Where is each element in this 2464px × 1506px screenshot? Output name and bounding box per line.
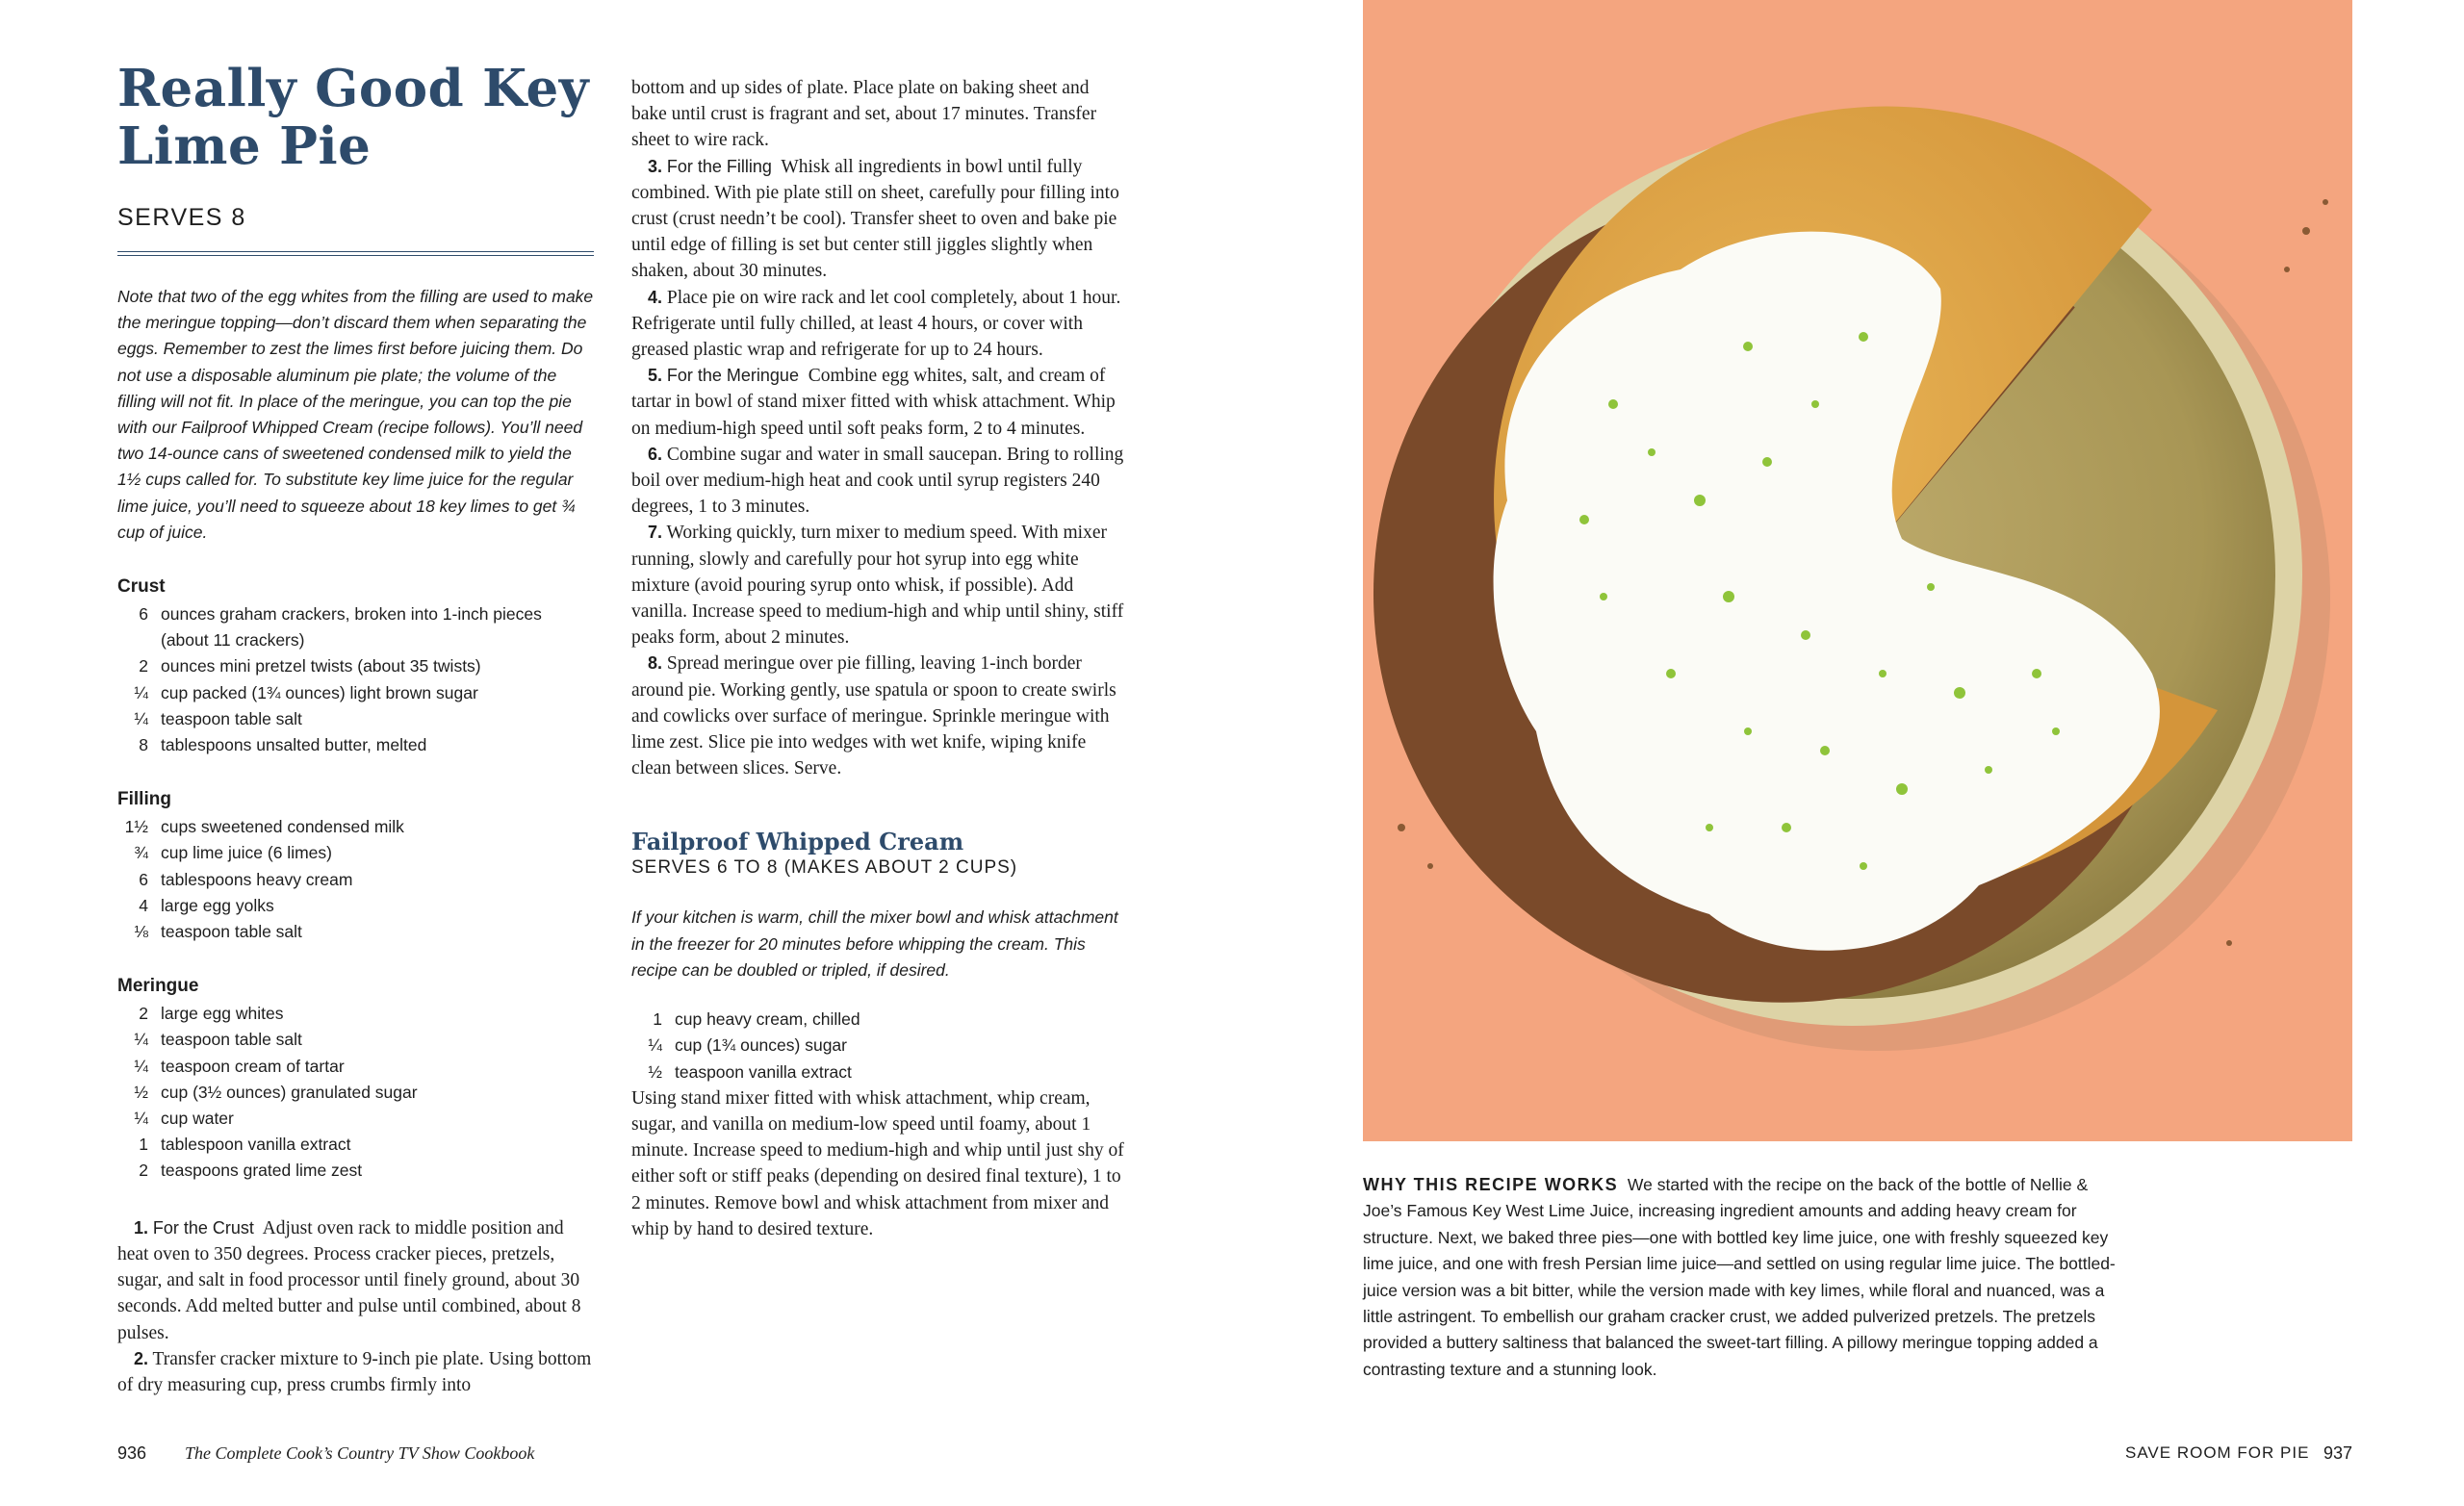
key-lime-pie-photo xyxy=(1363,0,2352,1141)
ingredient-text: tablespoon vanilla extract xyxy=(161,1135,351,1155)
ingredient-text: tablespoons unsalted butter, melted xyxy=(161,735,427,755)
filling-heading: Filling xyxy=(117,789,171,810)
ingredient-qty: 1 xyxy=(653,1009,662,1030)
recipe-middle-column xyxy=(631,75,1124,1242)
step-label: For the Meringue xyxy=(666,366,799,386)
ingredient-item xyxy=(117,653,594,679)
ingredient-text: teaspoon cream of tartar xyxy=(161,1056,345,1076)
step-number: 2. xyxy=(134,1348,149,1368)
why-text: We started with the recipe on the back of the bottle of Nellie & Joe’s Famous Key West Lime Juice, increasing ingredient amounts and adding heavy cream for structure. Next, we baked three pies—one with bottled key lime juice, one with freshly squeezed key lime juice, and one with fresh Persian lime juice—and settled on using regular lime juice. The bottled-juice version was a bit bitter, while the version made with key limes, while floral and nuanced, was a little astringent. To embellish our graham cracker crust, we added pulverized pretzels. The pretzels provided a buttery saltiness that balanced the sweet-tart filling. A pillowy meringue topping added a contrasting texture and a stunning look. xyxy=(1363,1175,2116,1379)
method-steps-start xyxy=(117,1215,594,1398)
whipped-cream-note: If your kitchen is warm, chill the mixer bowl and whisk attachment in the freezer for 20 minutes before whipping the cream. This recipe can be doubled or tripled, if desired. xyxy=(631,907,1118,980)
ingredient-text: cup lime juice (6 limes) xyxy=(161,843,332,863)
recipe-title-line1: Really Good Key xyxy=(117,59,590,118)
ingredient-item xyxy=(631,1059,1124,1085)
step-text: Combine sugar and water in small saucepan. Bring to rolling boil over medium-high heat and cook until syrup registers 240 degrees, 1 to 3 minutes. xyxy=(631,444,1124,518)
ingredient-text: teaspoon table salt xyxy=(161,922,302,942)
ingredient-qty: 2 xyxy=(139,1004,148,1024)
ingredient-qty: ¼ xyxy=(134,682,148,702)
ingredient-qty: 6 xyxy=(139,869,148,889)
ingredient-text: cup heavy cream, chilled xyxy=(675,1009,860,1030)
running-book-title: The Complete Cook’s Country TV Show Cookbook xyxy=(185,1443,535,1463)
step-text: Adjust oven rack to middle position and heat oven to 350 degrees. Process cracker pieces, pretzels, sugar, and salt in food processor until finely ground, about 30 seconds. Add melted butter and pulse until combined, about 8 pulses. xyxy=(117,1217,581,1343)
ingredient-text: (about 11 crackers) xyxy=(161,630,305,651)
ingredient-text: teaspoon vanilla extract xyxy=(675,1061,852,1082)
ingredient-text: ounces graham crackers, broken into 1-inch pieces xyxy=(161,604,542,625)
recipe-left-column xyxy=(117,60,594,1398)
ingredient-qty: 8 xyxy=(139,735,148,755)
why-heading: WHY THIS RECIPE WORKS xyxy=(1363,1175,1619,1194)
recipe-note: Note that two of the egg whites from the filling are used to make the meringue topping—don’t discard them when separating the eggs. Remember to zest the limes first before juicing them. Do not use a disposable aluminum pie plate; the volume of the filling will not fit. In place of the meringue, you can top the pie with our Failproof Whipped Cream (recipe follows). You’ll need two 14-ounce cans of sweetened condensed milk to yield the 1½ cups called for. To substitute key lime juice for the regular lime juice, you’ll need to squeeze about 18 key limes to get ¾ cup of juice. xyxy=(117,287,594,542)
ingredient-qty: 4 xyxy=(139,895,148,915)
step-text: Place pie on wire rack and let cool completely, about 1 hour. Refrigerate until fully chilled, at least 4 hours, or cover with greased plastic wrap and refrigerate for up to 24 hours. xyxy=(631,287,1121,361)
ingredient-qty: ¼ xyxy=(134,1056,148,1076)
whipped-cream-method: Using stand mixer fitted with whisk attachment, whip cream, sugar, and vanilla on medium-low speed until foamy, about 1 minute. Increase speed to medium-high and whip until just shy of either soft or stiff peaks (depending on desired final texture), 1 to 2 minutes. Remove bowl and whisk attachment from mixer and whip by hand to desired texture. xyxy=(631,1087,1124,1239)
step-5 xyxy=(631,363,1124,442)
ingredient-qty: ¼ xyxy=(134,1030,148,1050)
ingredient-item xyxy=(117,919,594,945)
title-rule-divider xyxy=(117,251,594,256)
ingredient-item xyxy=(117,840,594,866)
ingredient-text: teaspoon table salt xyxy=(161,1030,302,1050)
why-this-recipe-works xyxy=(1363,1172,2123,1383)
ingredient-text: cup water xyxy=(161,1109,234,1129)
step-text: Transfer cracker mixture to 9-inch pie plate. Using bottom of dry measuring cup, press crumbs firmly into xyxy=(117,1348,592,1395)
ingredient-item xyxy=(117,1080,594,1106)
step-1 xyxy=(117,1215,594,1346)
step-2-continued: bottom and up sides of plate. Place plate on baking sheet and bake until crust is fragrant and set, about 17 minutes. Transfer sheet to wire rack. xyxy=(631,78,1097,151)
step-6 xyxy=(631,442,1124,521)
running-section-title: SAVE ROOM FOR PIE xyxy=(2125,1443,2310,1462)
ingredient-qty: 1½ xyxy=(124,817,148,837)
ingredient-text: teaspoon table salt xyxy=(161,708,302,728)
ingredient-qty: ½ xyxy=(648,1061,662,1082)
recipe-title xyxy=(117,60,594,175)
step-label: For the Filling xyxy=(666,156,772,176)
ingredient-item xyxy=(117,601,594,627)
whipped-cream-title: Failproof Whipped Cream xyxy=(631,828,964,856)
ingredient-item xyxy=(117,867,594,893)
whipped-cream-ingredient-list xyxy=(631,1007,1124,1085)
ingredient-qty: 1 xyxy=(139,1135,148,1155)
why-paragraph xyxy=(1363,1172,2123,1383)
step-number: 4. xyxy=(648,287,663,307)
ingredient-qty: 2 xyxy=(139,656,148,676)
ingredient-item xyxy=(117,680,594,706)
ingredient-text: cup (3½ ounces) granulated sugar xyxy=(161,1082,418,1102)
step-3 xyxy=(631,154,1124,285)
meringue-heading: Meringue xyxy=(117,976,199,997)
step-text: Working quickly, turn mixer to medium speed. With mixer running, slowly and carefully pour hot syrup into egg white mixture (avoid pouring syrup onto whisk, if possible). Add vanilla. Increase speed to medium-high and whip until shiny, stiff peaks form, about 2 minutes. xyxy=(631,523,1124,649)
ingredient-item xyxy=(117,706,594,732)
ingredient-item xyxy=(117,1106,594,1132)
ingredient-qty: ¼ xyxy=(648,1035,662,1056)
ingredient-text: ounces mini pretzel twists (about 35 twists) xyxy=(161,656,481,676)
pie-illustration xyxy=(1363,0,2352,1141)
crust-ingredient-list xyxy=(117,601,594,758)
step-number: 8. xyxy=(648,653,663,674)
ingredient-text: tablespoons heavy cream xyxy=(161,869,353,889)
ingredient-item xyxy=(117,893,594,919)
step-text: Combine egg whites, salt, and cream of tartar in bowl of stand mixer fitted with whisk attachment. Whip on medium-high speed until soft peaks form, 2 to 4 minutes. xyxy=(631,366,1116,439)
ingredient-item xyxy=(631,1033,1124,1059)
ingredient-text: large egg yolks xyxy=(161,895,274,915)
recipe-title-line2: Lime Pie xyxy=(117,116,372,176)
ingredient-text: large egg whites xyxy=(161,1004,284,1024)
ingredient-item xyxy=(117,1027,594,1053)
ingredient-qty: 2 xyxy=(139,1161,148,1181)
ingredient-item xyxy=(117,1054,594,1080)
step-7 xyxy=(631,520,1124,651)
meringue-ingredient-list xyxy=(117,1001,594,1184)
step-2-start xyxy=(117,1346,594,1398)
step-number: 7. xyxy=(648,523,663,543)
ingredient-qty: ½ xyxy=(134,1082,148,1102)
page-number-right: 937 xyxy=(2323,1443,2353,1463)
step-number: 5. xyxy=(648,366,663,386)
ingredient-item xyxy=(117,1158,594,1184)
page-number-left: 936 xyxy=(117,1443,147,1463)
recipe-serves: SERVES 8 xyxy=(117,204,246,231)
filling-ingredient-list xyxy=(117,814,594,945)
step-4 xyxy=(631,285,1124,364)
ingredient-qty: ¾ xyxy=(134,843,148,863)
crust-heading: Crust xyxy=(117,576,166,598)
ingredient-item xyxy=(117,627,594,653)
ingredient-qty: 6 xyxy=(139,604,148,625)
step-number: 6. xyxy=(648,444,663,464)
step-number: 1. xyxy=(134,1217,149,1238)
ingredient-item xyxy=(117,732,594,758)
whipped-cream-serves: SERVES 6 TO 8 (MAKES ABOUT 2 CUPS) xyxy=(631,857,1018,879)
ingredient-qty: ⅛ xyxy=(134,922,148,942)
ingredient-qty: ¼ xyxy=(134,708,148,728)
step-number: 3. xyxy=(648,156,663,176)
step-label: For the Crust xyxy=(152,1217,254,1238)
step-text: Whisk all ingredients in bowl until fully combined. With pie plate still on sheet, carefully pour filling into crust (crust needn’t be cool). Transfer sheet to oven and bake pie until edge of filling is set but center still jiggles slightly when shaken, about 30 minutes. xyxy=(631,156,1119,282)
ingredient-qty: ¼ xyxy=(134,1109,148,1129)
ingredient-text: cup (1¾ ounces) sugar xyxy=(675,1035,847,1056)
ingredient-text: cup packed (1¾ ounces) light brown sugar xyxy=(161,682,478,702)
step-8 xyxy=(631,651,1124,781)
ingredient-text: teaspoons grated lime zest xyxy=(161,1161,363,1181)
ingredient-item xyxy=(117,1132,594,1158)
ingredient-item xyxy=(117,814,594,840)
ingredient-item xyxy=(631,1007,1124,1033)
ingredient-text: cups sweetened condensed milk xyxy=(161,817,404,837)
step-text: Spread meringue over pie filling, leaving 1-inch border around pie. Working gently, use spatula or spoon to create swirls and cowlicks over surface of meringue. Sprinkle meringue with lime zest. Slice pie into wedges with wet knife, wiping knife clean between slices. Serve. xyxy=(631,653,1116,779)
ingredient-item xyxy=(117,1001,594,1027)
